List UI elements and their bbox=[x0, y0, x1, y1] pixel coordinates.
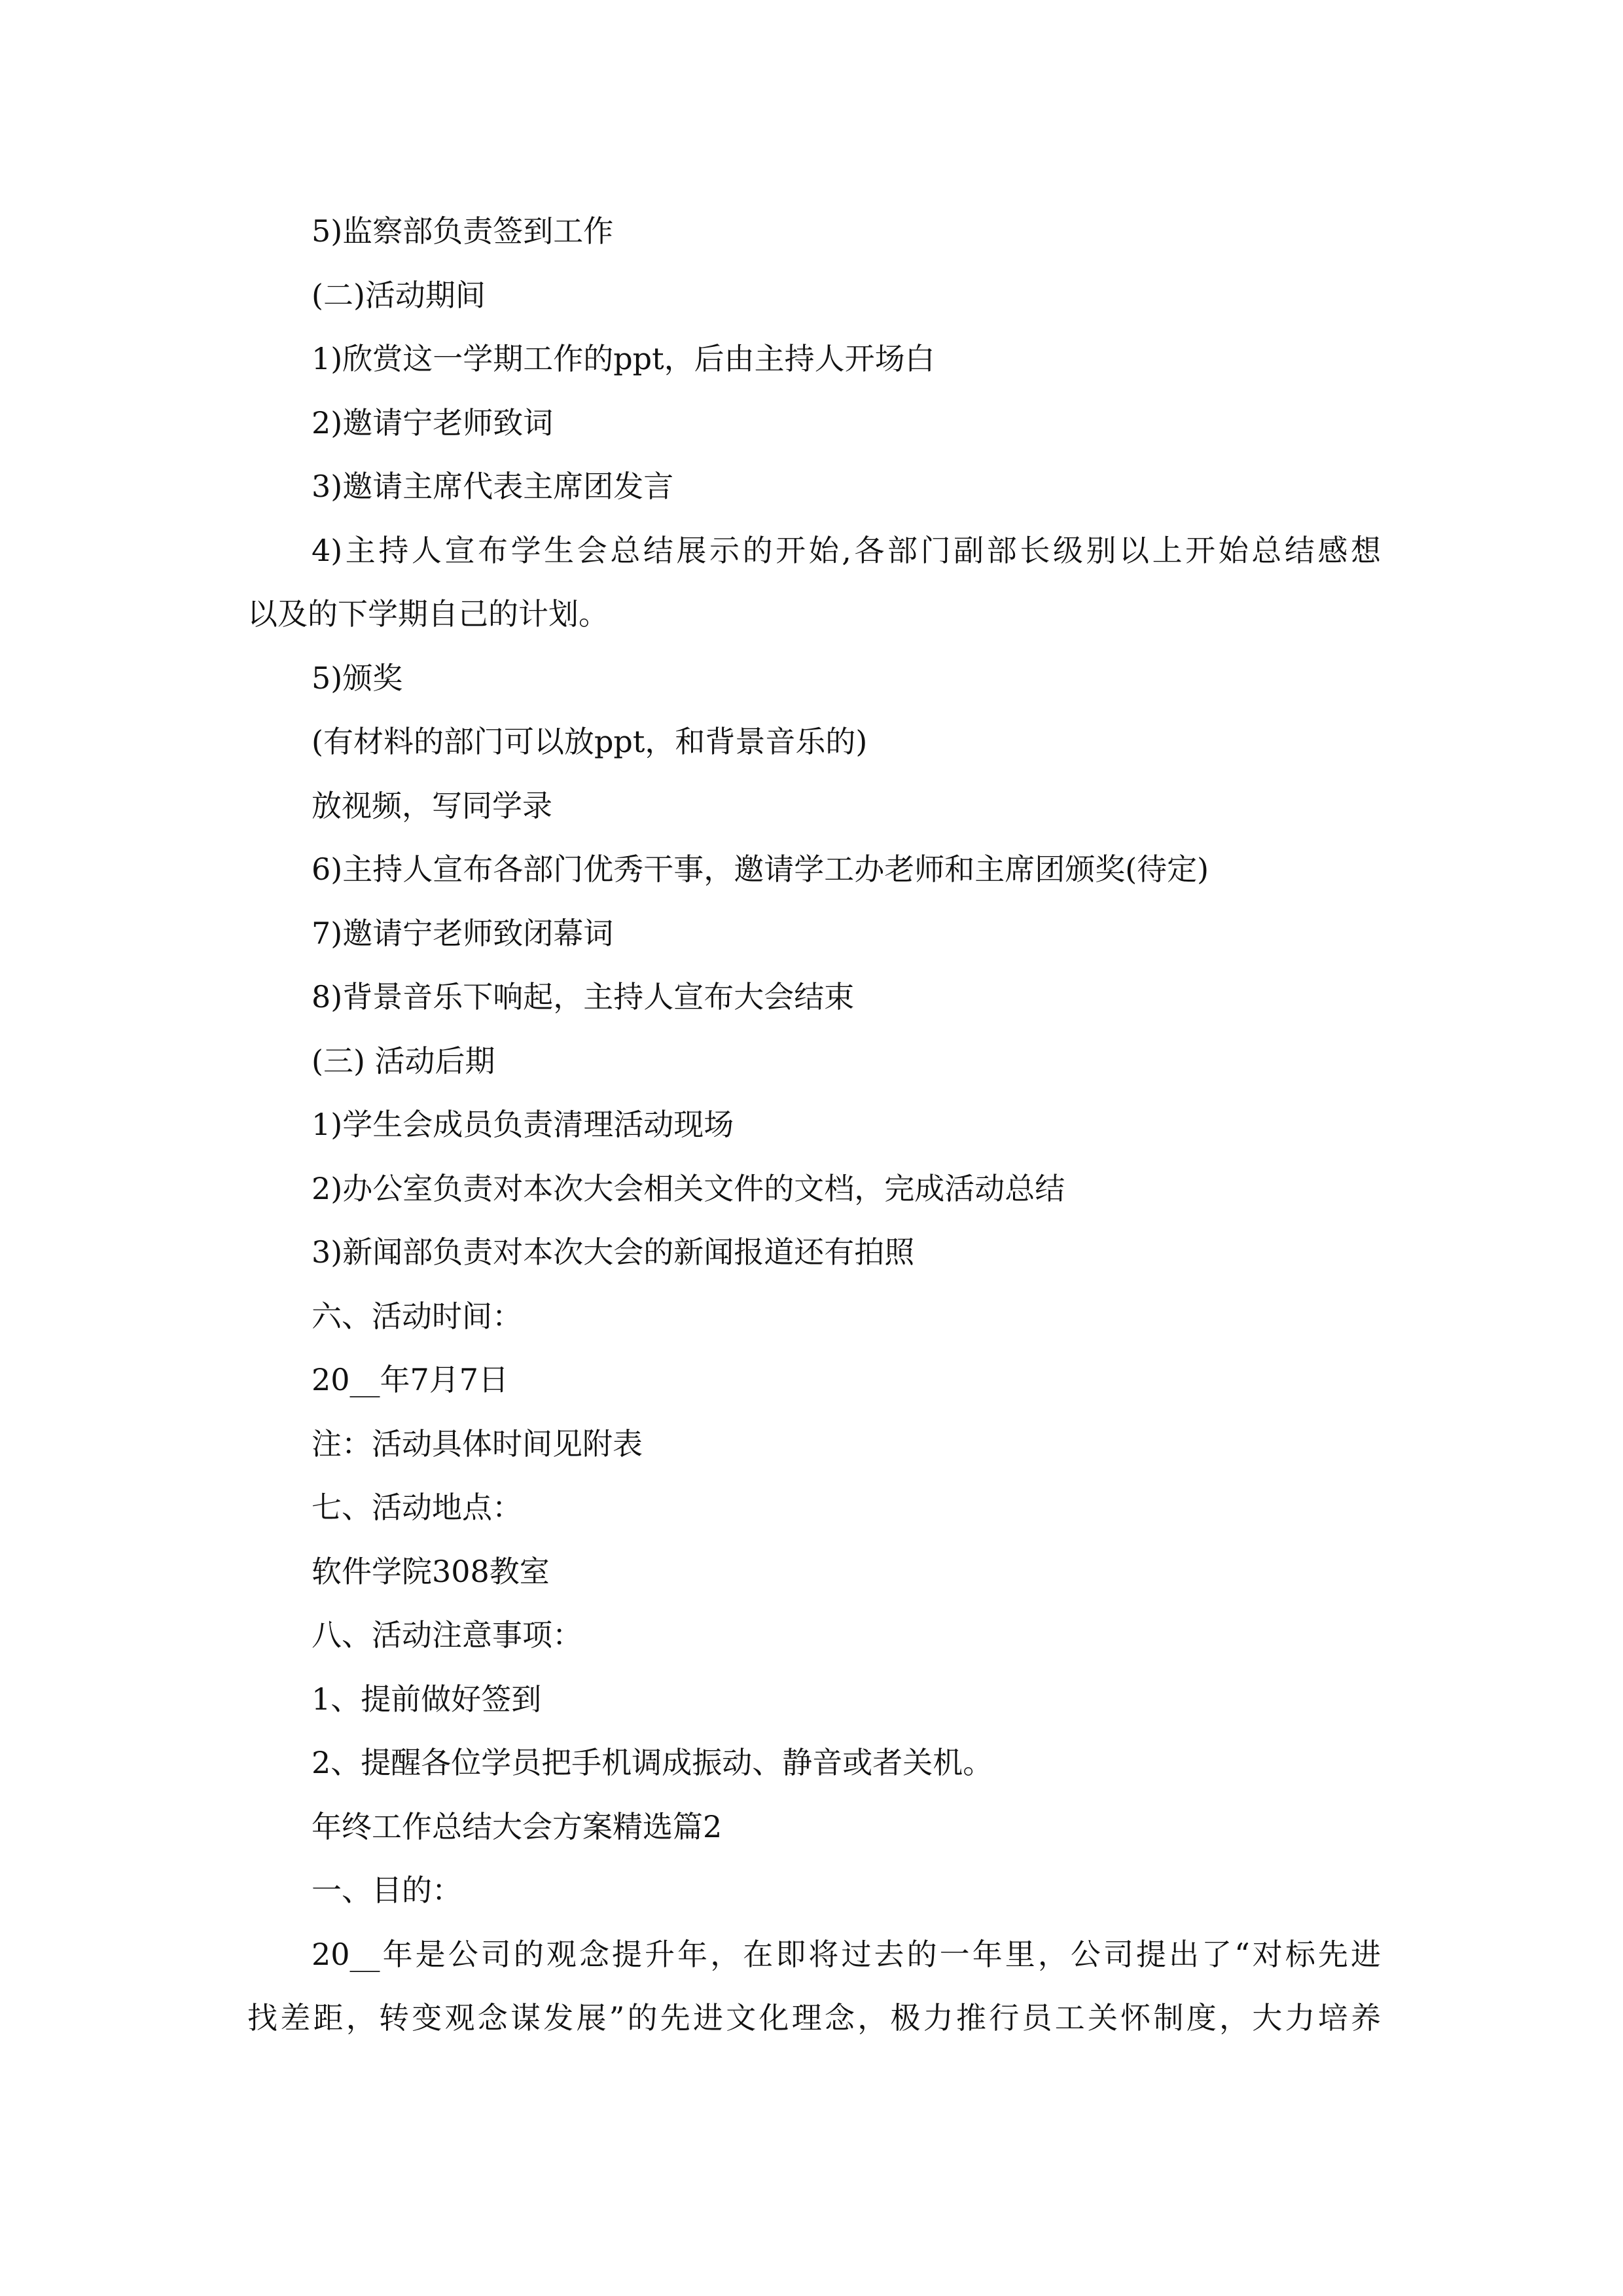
text-line: 3)邀请主席代表主席团发言 bbox=[312, 469, 674, 504]
text-line: 软件学院308教室 bbox=[312, 1553, 550, 1589]
text-line: 以及的下学期自己的计划。 bbox=[247, 596, 609, 632]
text-line: 1)学生会成员负责清理活动现场 bbox=[312, 1107, 734, 1142]
text-line: 20__年是公司的观念提升年，在即将过去的一年里，公司提出了“对标先进 bbox=[312, 1936, 1381, 1972]
text-line: 八、活动注意事项： bbox=[312, 1617, 582, 1653]
text-line: 1)欣赏这一学期工作的ppt，后由主持人开场白 bbox=[312, 341, 935, 376]
text-line: 注：活动具体时间见附表 bbox=[312, 1426, 643, 1462]
text-line: 4)主持人宣布学生会总结展示的开始,各部门副部长级别以上开始总结感想 bbox=[312, 532, 1381, 568]
document-body bbox=[247, 200, 1381, 2051]
text-line: (二)活动期间 bbox=[312, 277, 486, 313]
text-line: 一、目的： bbox=[312, 1873, 462, 1908]
text-line: 6)主持人宣布各部门优秀干事，邀请学工办老师和主席团颁奖(待定) bbox=[312, 852, 1209, 887]
text-line: 找差距，转变观念谋发展”的先进文化理念，极力推行员工关怀制度，大力培养 bbox=[247, 2000, 1381, 2036]
text-line: 5)颁奖 bbox=[312, 660, 403, 696]
text-line: 3)新闻部负责对本次大会的新闻报道还有拍照 bbox=[312, 1234, 915, 1270]
text-line: 8)背景音乐下响起，主持人宣布大会结束 bbox=[312, 979, 855, 1014]
text-line: (有材料的部门可以放ppt，和背景音乐的) bbox=[312, 724, 868, 759]
text-line: 2)办公室负责对本次大会相关文件的文档，完成活动总结 bbox=[312, 1170, 1065, 1206]
text-line: 7)邀请宁老师致闭幕词 bbox=[312, 915, 614, 951]
text-line: 20__年7月7日 bbox=[312, 1362, 509, 1397]
text-line: 2、提醒各位学员把手机调成振动、静音或者关机。 bbox=[312, 1745, 993, 1780]
text-line: 六、活动时间： bbox=[312, 1298, 522, 1334]
text-line: 1、提前做好签到 bbox=[312, 1681, 542, 1717]
text-line: 七、活动地点： bbox=[312, 1490, 522, 1525]
text-line: (三) 活动后期 bbox=[312, 1043, 495, 1079]
text-line: 5)监察部负责签到工作 bbox=[312, 213, 614, 249]
text-line: 2)邀请宁老师致词 bbox=[312, 404, 554, 440]
text-line: 年终工作总结大会方案精选篇2 bbox=[312, 1808, 722, 1844]
text-line: 放视频，写同学录 bbox=[312, 787, 552, 823]
